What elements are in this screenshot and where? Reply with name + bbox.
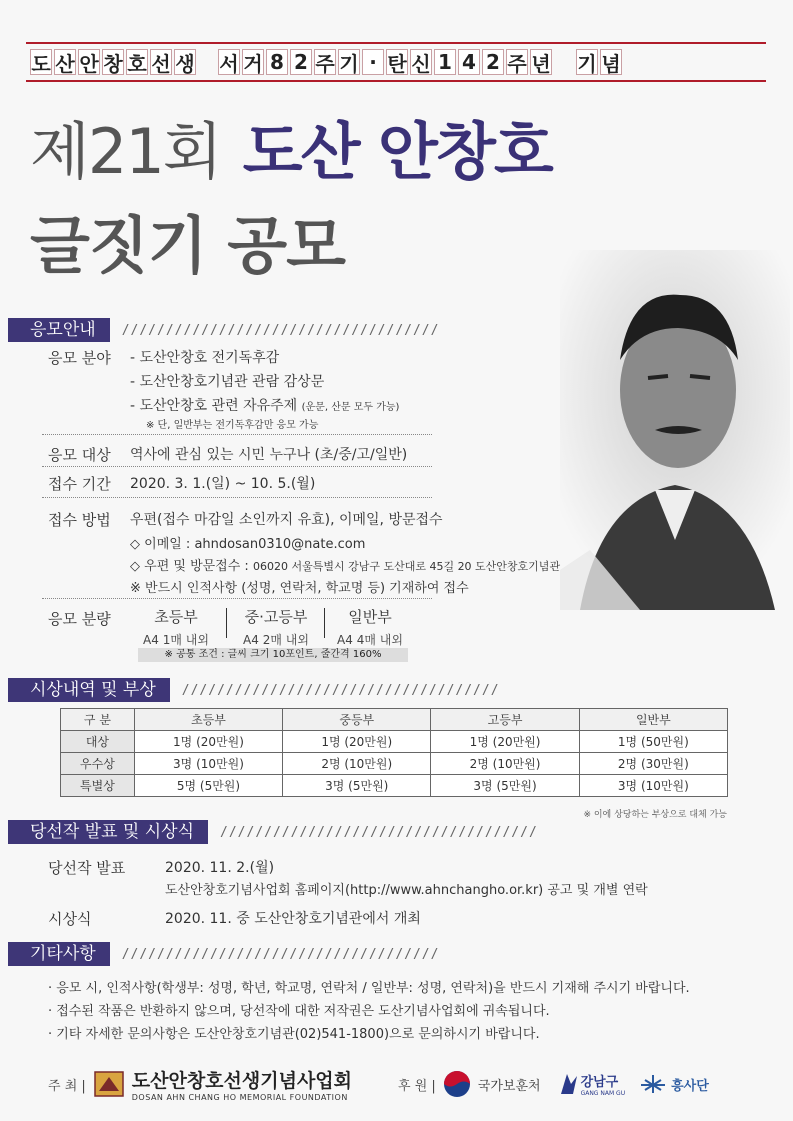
banner-spacer xyxy=(554,49,576,75)
sponsor-gangnam-en: GANG NAM GU xyxy=(580,1090,626,1097)
host-label: 주 최 | xyxy=(48,1078,86,1094)
banner-char: 주 xyxy=(506,49,528,75)
field-note: ※ 단, 일반부는 전기독후감만 응모 가능 xyxy=(146,420,319,431)
banner-spacer xyxy=(198,49,218,75)
dotted-divider xyxy=(42,466,432,467)
table-cell: 특별상 xyxy=(61,775,135,797)
table-header-cell: 초등부 xyxy=(134,709,282,731)
category-name: 일반부 xyxy=(348,608,392,626)
table-header-cell: 중등부 xyxy=(283,709,431,731)
banner-char: 안 xyxy=(78,49,100,75)
table-cell: 1명 (20만원) xyxy=(431,731,579,753)
heungsadan-logo-icon xyxy=(639,1073,667,1095)
section-label: 당선작 발표 및 시상식 xyxy=(8,820,208,844)
table-row xyxy=(61,775,728,797)
section-header-guide xyxy=(8,318,439,342)
table-cell: 2명 (10만원) xyxy=(283,753,431,775)
page-subtitle: 글짓기 공모 xyxy=(30,209,346,282)
table-cell: 3명 (10만원) xyxy=(579,775,727,797)
sponsor-heungsadan: 흥사단 xyxy=(671,1078,709,1094)
banner-char: 서 xyxy=(218,49,240,75)
category-elementary xyxy=(128,606,224,648)
table-row xyxy=(61,753,728,775)
foundation-name xyxy=(132,1066,352,1102)
method-label: 접수 방법 xyxy=(48,511,111,529)
category-general xyxy=(322,606,418,648)
banner-char: 거 xyxy=(242,49,264,75)
table-header-cell: 구 분 xyxy=(61,709,135,731)
table-cell: 2명 (30만원) xyxy=(579,753,727,775)
field-item-3-text: - 도산안창호 관련 자유주제 xyxy=(130,398,298,414)
foundation-logo-icon xyxy=(94,1071,124,1097)
field-item-2: - 도산안창호기념관 관람 감상문 xyxy=(130,374,325,390)
banner-char: 기 xyxy=(576,49,598,75)
banner-char: 년 xyxy=(530,49,552,75)
table-header-cell: 고등부 xyxy=(431,709,579,731)
banner-char: 호 xyxy=(126,49,148,75)
section-header-awards xyxy=(8,678,500,702)
address-line xyxy=(130,555,560,574)
divider xyxy=(226,608,227,638)
banner-char: 선 xyxy=(150,49,172,75)
method-note: ※ 반드시 인적사항 (성명, 연락처, 학교명 등) 기재하여 접수 xyxy=(130,581,469,596)
awards-table xyxy=(60,708,728,797)
period-value: 2020. 3. 1.(일) ~ 10. 5.(월) xyxy=(130,476,316,492)
section-label: 기타사항 xyxy=(8,942,110,966)
dotted-divider xyxy=(42,598,432,599)
banner-char: 기 xyxy=(338,49,360,75)
table-cell: 1명 (20만원) xyxy=(134,731,282,753)
table-row xyxy=(61,731,728,753)
footer-support xyxy=(398,1064,709,1104)
method-value: 우편(접수 마감일 소인까지 유효), 이메일, 방문접수 xyxy=(130,512,443,528)
field-label: 응모 분야 xyxy=(48,349,111,367)
banner-char: 1 xyxy=(434,49,456,75)
table-cell: 3명 (5만원) xyxy=(431,775,579,797)
foundation-name-ko: 도산안창호선생기념사업회 xyxy=(131,1070,353,1092)
category-size: A4 1매 내외 xyxy=(143,633,209,647)
table-cell: 2명 (10만원) xyxy=(431,753,579,775)
section-header-announce xyxy=(8,820,538,844)
banner-char: 2 xyxy=(290,49,312,75)
category-name: 중·고등부 xyxy=(244,608,308,626)
dotted-divider xyxy=(42,434,432,435)
banner-char: 도 xyxy=(30,49,52,75)
slash-divider: //////////////////////////////////// xyxy=(121,946,440,962)
table-cell: 1명 (50만원) xyxy=(579,731,727,753)
table-cell: 1명 (20만원) xyxy=(283,731,431,753)
sponsor-mpva: 국가보훈처 xyxy=(477,1078,541,1094)
announce-date: 2020. 11. 2.(월) xyxy=(165,860,275,876)
period-label: 접수 기간 xyxy=(48,475,111,493)
section-header-etc xyxy=(8,942,439,966)
ceremony-label: 시상식 xyxy=(48,910,92,928)
announce-label: 당선작 발표 xyxy=(48,859,126,877)
common-condition: ※ 공통 조건 : 글씨 크기 10포인트, 줄간격 160% xyxy=(138,648,408,662)
banner-char: 념 xyxy=(600,49,622,75)
gangnam-logo-icon xyxy=(559,1072,579,1096)
banner-char: 탄 xyxy=(386,49,408,75)
sponsor-gangnam-ko: 강남구 xyxy=(580,1075,619,1090)
announce-detail: 도산안창호기념사업회 홈페이지(http://www.ahnchangho.or.kr) 공고 및 개별 연락 xyxy=(165,883,648,898)
slash-divider: //////////////////////////////////// xyxy=(121,322,440,338)
category-middle-high xyxy=(228,606,324,648)
address-text: 06020 서울특별시 강남구 도산대로 45길 20 도산안창호기념관 xyxy=(252,560,561,573)
table-header-row xyxy=(61,709,728,731)
category-size: A4 2매 내외 xyxy=(243,633,309,647)
field-item-1: - 도산안창호 전기독후감 xyxy=(130,350,280,366)
page-title xyxy=(30,102,552,191)
banner-char: 창 xyxy=(102,49,124,75)
table-cell: 대상 xyxy=(61,731,135,753)
table-cell: 3명 (10만원) xyxy=(134,753,282,775)
table-cell: 5명 (5만원) xyxy=(134,775,282,797)
awards-note: ※ 이에 상당하는 부상으로 대체 가능 xyxy=(583,810,727,820)
section-label: 시상내역 및 부상 xyxy=(8,678,170,702)
field-item-3-note: (운문, 산문 모두 가능) xyxy=(301,402,400,413)
table-cell: 우수상 xyxy=(61,753,135,775)
mpva-logo-icon xyxy=(442,1069,472,1099)
etc-item: · 접수된 작품은 반환하지 않으며, 당선작에 대한 저작권은 도산기념사업회에 귀속됩니다. xyxy=(48,1004,550,1019)
dotted-divider xyxy=(42,497,432,498)
target-value: 역사에 관심 있는 시민 누구나 (초/중/고/일반) xyxy=(130,447,408,463)
title-name: 도산 안창호 xyxy=(242,115,552,188)
category-size: A4 4매 내외 xyxy=(337,633,403,647)
banner-char: 2 xyxy=(482,49,504,75)
foundation-name-en: DOSAN AHN CHANG HO MEMORIAL FOUNDATION xyxy=(131,1093,348,1102)
sponsor-gangnam xyxy=(581,1071,626,1097)
top-banner xyxy=(26,42,766,82)
etc-item: · 응모 시, 인적사항(학생부: 성명, 학년, 학교명, 연락처 / 일반부: 성명, 연락처)을 반드시 기재해 주시기 바랍니다. xyxy=(48,981,690,996)
banner-char: 산 xyxy=(54,49,76,75)
banner-char: 신 xyxy=(410,49,432,75)
table-header-cell: 일반부 xyxy=(579,709,727,731)
footer-host xyxy=(48,1064,352,1104)
slash-divider: //////////////////////////////////// xyxy=(181,682,500,698)
banner-char: · xyxy=(362,49,384,75)
portrait-image xyxy=(560,250,790,610)
slash-divider: //////////////////////////////////// xyxy=(220,824,538,840)
title-prefix: 제21회 xyxy=(30,115,221,188)
target-label: 응모 대상 xyxy=(48,446,111,464)
amount-label: 응모 분량 xyxy=(48,610,111,628)
banner-char: 생 xyxy=(174,49,196,75)
support-label: 후 원 | xyxy=(398,1078,436,1094)
category-name: 초등부 xyxy=(154,608,198,626)
banner-char: 주 xyxy=(314,49,336,75)
table-cell: 3명 (5만원) xyxy=(283,775,431,797)
banner-text xyxy=(26,47,766,77)
section-label: 응모안내 xyxy=(8,318,110,342)
field-item-3 xyxy=(130,395,399,415)
etc-item: · 기타 자세한 문의사항은 도산안창호기념관(02)541-1800)으로 문의하시기 바랍니다. xyxy=(48,1027,540,1042)
address-prefix: ◇ 우편 및 방문접수 : xyxy=(130,559,253,574)
banner-char: 8 xyxy=(266,49,288,75)
banner-char: 4 xyxy=(458,49,480,75)
email-line: ◇ 이메일 : ahndosan0310@nate.com xyxy=(130,537,366,552)
ceremony-detail: 2020. 11. 중 도산안창호기념관에서 개최 xyxy=(165,911,421,927)
